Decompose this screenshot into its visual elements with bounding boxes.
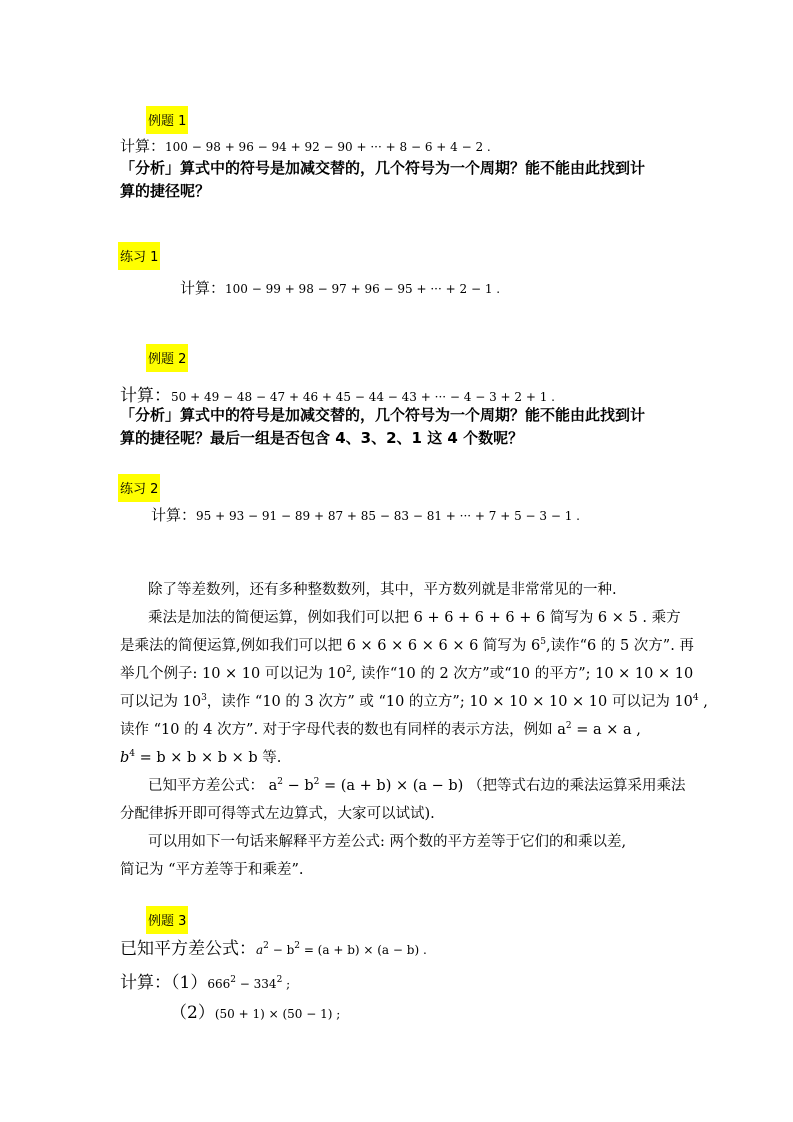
paragraph-4-line-2: 简记为 “平方差等于和乘差”. — [120, 862, 304, 878]
example-2-tag: 例题 2 — [146, 344, 188, 372]
formula: $a^2 - b^2 = (a + b) \times (a - b)$ . — [256, 941, 427, 957]
calc-label: 计算： — [151, 506, 197, 524]
practice-1-tag: 练习 1 — [118, 242, 160, 270]
calc-label: 计算： — [120, 137, 166, 155]
question-2-expression: (50 + 1) × (50 − 1) ; — [214, 1007, 341, 1021]
example-3-tag: 例题 3 — [146, 906, 188, 934]
paragraph-3-line-1: 已知平方差公式： $a^2 - b^2 = (a + b) \times (a - b)$ （把等式右边的乘法运算采用乘法 — [148, 777, 686, 794]
calc-label: 计算： — [180, 279, 226, 297]
example-3-question-2 — [170, 998, 340, 1023]
calc-expression: 100 − 99 + 98 − 97 + 96 − 95 + ··· + 2 − 1 . — [225, 282, 501, 296]
question-1-expression: $666^2 - 334^2$ ; — [207, 975, 291, 991]
example-2-analysis-line-2: 算的捷径呢？最后一组是否包含 4、3、2、1 这 4 个数呢？ — [120, 429, 524, 447]
question-2-label: （2） — [170, 1003, 215, 1023]
example-3-question-1 — [120, 968, 290, 993]
example-2-analysis-line-1: 「分析」算式中的符号是加减交替的，几个符号为一个周期？能不能由此找到计 — [120, 406, 646, 424]
paragraph-2-line-1: 乘法是加法的简便运算，例如我们可以把 6 + 6 + 6 + 6 + 6 简写为 6 × 5 . 乘方 — [148, 610, 681, 626]
calc-expression: 50 + 49 − 48 − 47 + 46 + 45 − 44 − 43 + ··· − 4 − 3 + 2 + 1 . — [171, 390, 555, 404]
example-1-analysis-line-1: 「分析」算式中的符号是加减交替的，几个符号为一个周期？能不能由此找到计 — [120, 159, 646, 177]
calc-label: 计算：（1） — [120, 973, 208, 993]
paragraph-2-line-5: 读作 “10 的 4 次方”. 对于字母代表的数也有同样的表示方法，例如 $a^2 = a \times a$ , — [120, 721, 641, 738]
known-label: 已知平方差公式： — [120, 939, 256, 959]
paragraph-4-line-1: 可以用如下一句话来解释平方差公式: 两个数的平方差等于它们的和乘以差, — [148, 834, 627, 850]
practice-2-tag: 练习 2 — [118, 474, 160, 502]
calc-label: 计算： — [120, 386, 171, 406]
example-1-analysis-line-2: 算的捷径呢？ — [120, 182, 211, 200]
paragraph-2-line-4: 可以记为 $10^3$，读作 “10 的 3 次方” 或 “10 的立方”; 10 × 10 × 10 × 10 可以记为 $10^4$ , — [120, 693, 708, 710]
example-3-known — [120, 934, 427, 959]
example-1-tag: 例题 1 — [146, 106, 188, 134]
practice-1-calc — [180, 277, 500, 298]
practice-2-calc — [151, 504, 580, 525]
paragraph-2-line-6: $b^4 = b \times b \times b \times b$ 等. — [120, 749, 282, 766]
paragraph-2-line-3: 举几个例子: 10 × 10 可以记为 $10^2$, 读作“10 的 2 次方”或“10 的平方”; 10 × 10 × 10 — [120, 665, 694, 682]
calc-expression: 95 + 93 − 91 − 89 + 87 + 85 − 83 − 81 + ··· + 7 + 5 − 3 − 1 . — [196, 509, 580, 523]
paragraph-3-line-2: 分配律拆开即可得等式左边算式，大家可以试试). — [120, 806, 435, 822]
example-2-calc — [120, 381, 555, 406]
example-1-calc — [120, 135, 491, 156]
paragraph-1: 除了等差数列，还有多种整数数列，其中，平方数列就是非常常见的一种. — [148, 582, 617, 598]
calc-expression: 100 − 98 + 96 − 94 + 92 − 90 + ··· + 8 − 6 + 4 − 2 . — [165, 140, 491, 154]
paragraph-2-line-2: 是乘法的简便运算,例如我们可以把 6 × 6 × 6 × 6 × 6 简写为 $6^5$,读作“6 的 5 次方”. 再 — [120, 637, 694, 654]
